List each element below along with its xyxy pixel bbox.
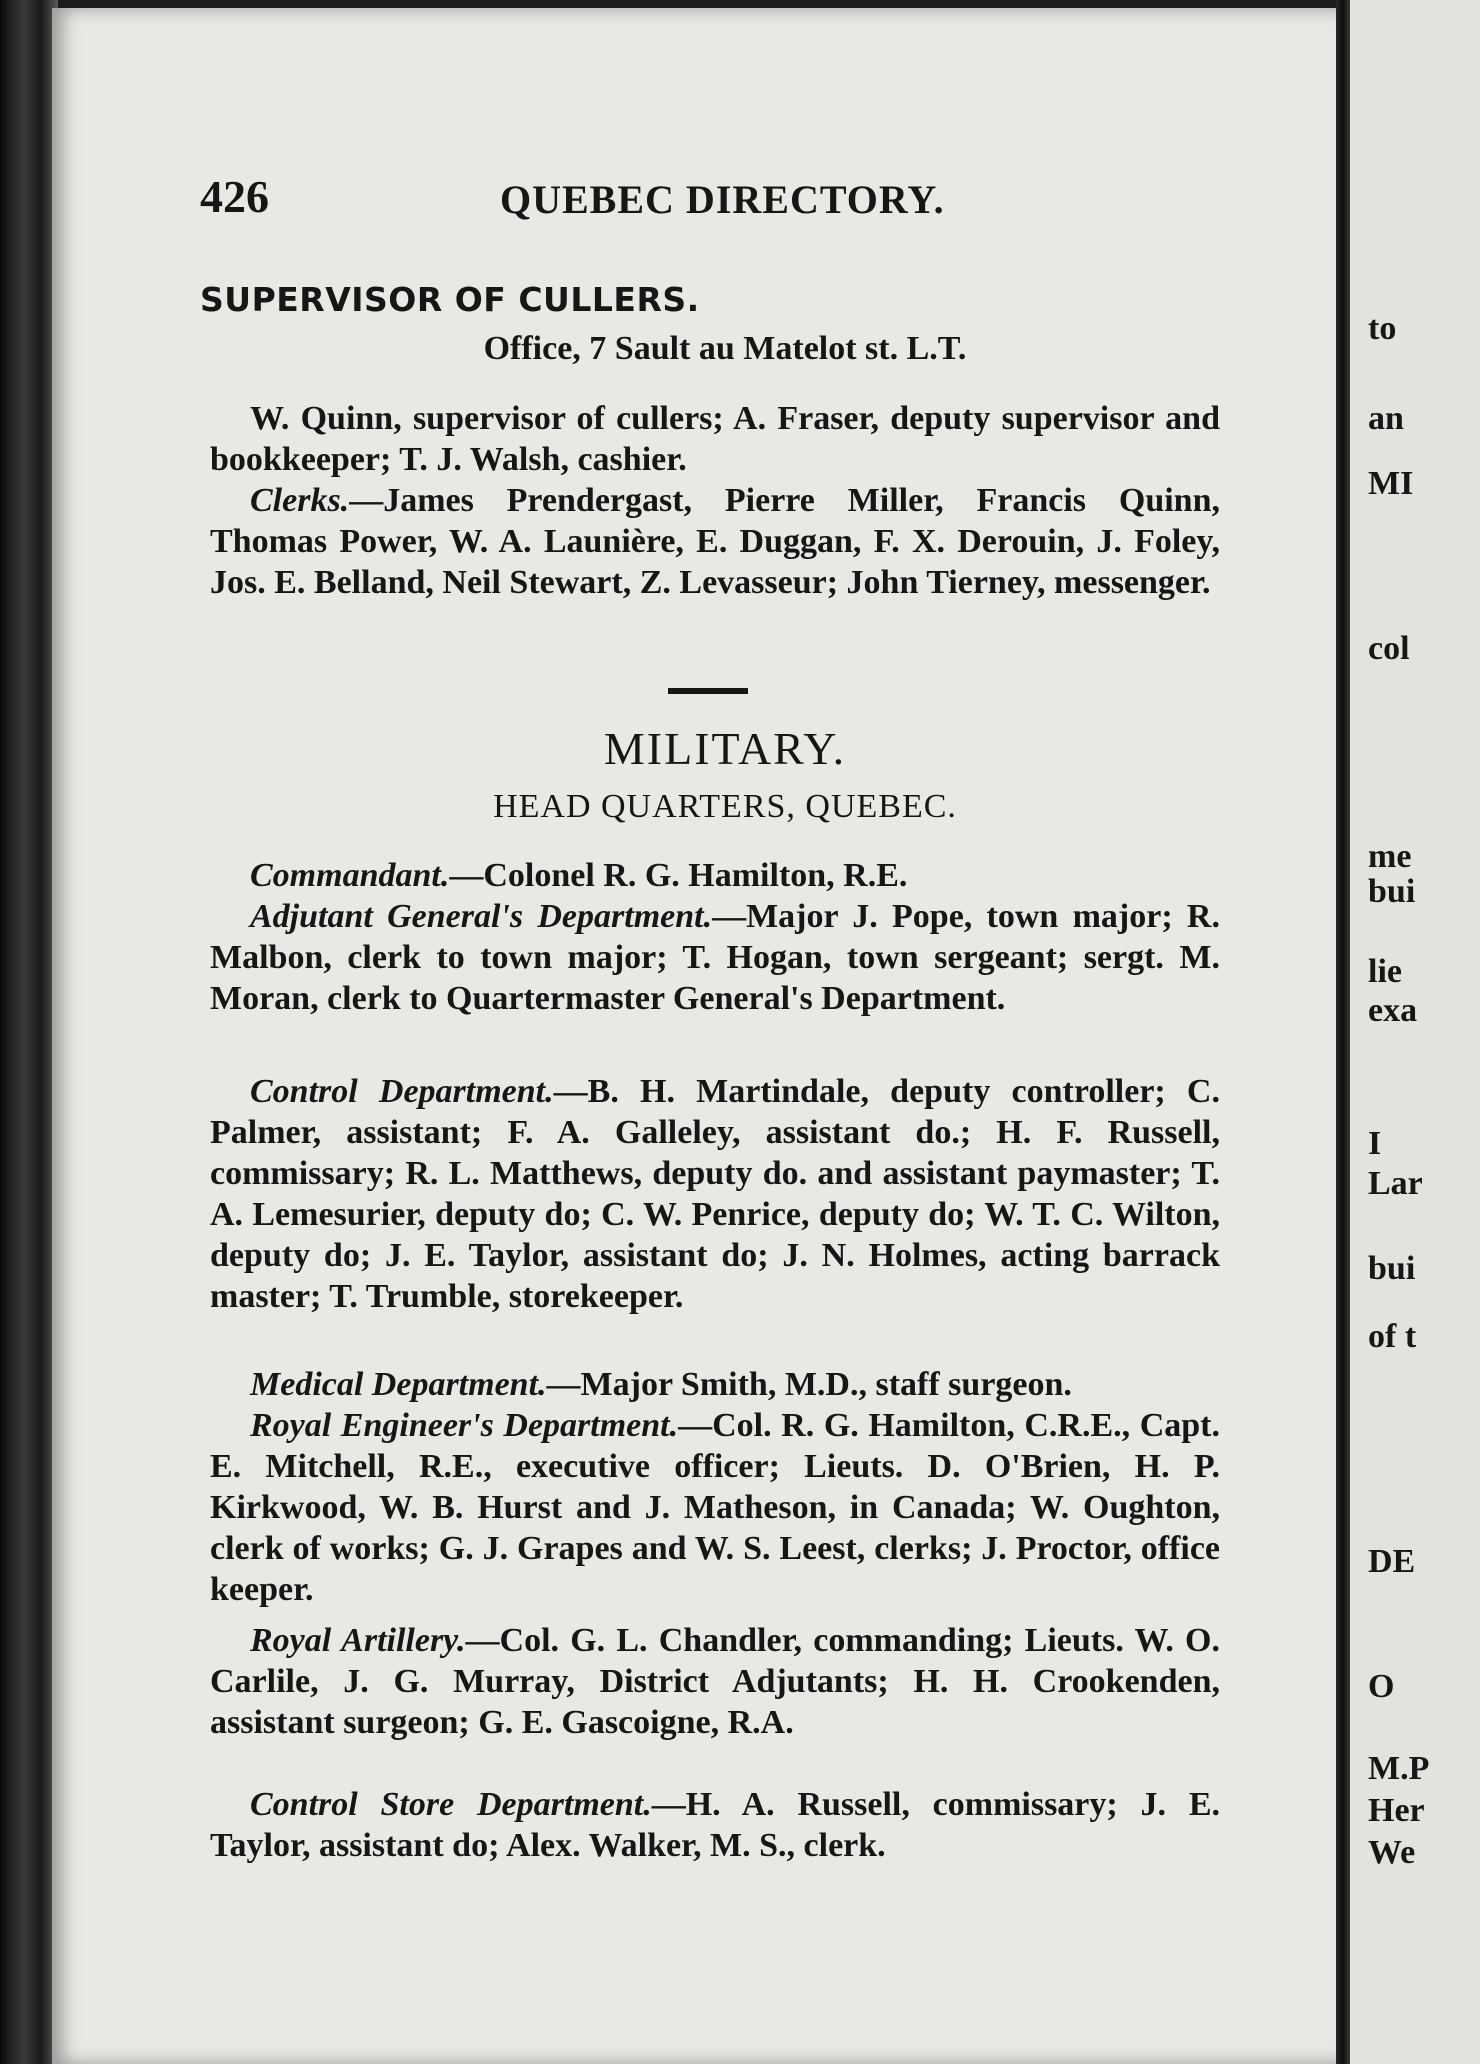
adjacent-page-fragment: Her — [1368, 1792, 1425, 1829]
military-entry — [210, 1364, 1220, 1405]
entry-label: Clerks. — [250, 482, 350, 519]
adjacent-page-fragment: to — [1368, 310, 1397, 347]
adjacent-page-fragment: an — [1368, 400, 1404, 437]
military-entry — [210, 896, 1220, 1019]
military-subtitle: HEAD QUARTERS, QUEBEC. — [493, 788, 957, 825]
entry-label: Adjutant General's Department. — [250, 898, 713, 935]
adjacent-page-fragment: bui — [1368, 1250, 1416, 1287]
adjacent-page-fragment: MI — [1368, 465, 1414, 502]
adjacent-page-fragment: M.P — [1368, 1750, 1430, 1787]
military-entry — [210, 1784, 1220, 1866]
entry-label: Control Store Department. — [250, 1786, 652, 1823]
entry-text: —Major J. Pope, town major; R. Malbon, clerk to town major; T. Hogan, town sergeant; sergt. M. Moran, clerk to Quartermaster General's Department. — [210, 898, 1220, 1017]
entry-text: —Major Smith, M.D., staff surgeon. — [546, 1366, 1072, 1403]
adjacent-page-fragment: We — [1368, 1834, 1416, 1871]
entry-label: Commandant. — [250, 857, 450, 894]
adjacent-page-fragment: Lar — [1368, 1165, 1423, 1202]
section-title-military: MILITARY. — [603, 723, 847, 774]
entry-label: Medical Department. — [250, 1366, 547, 1403]
entry-label: Royal Engineer's Department. — [250, 1407, 679, 1444]
adjacent-page-fragment: col — [1368, 630, 1410, 667]
cullers-clerks — [210, 480, 1220, 603]
military-entry — [210, 1071, 1220, 1317]
adjacent-page-fragment: bui — [1368, 873, 1416, 910]
entry-text: —B. H. Martindale, deputy controller; C. Palmer, assistant; F. A. Galleley, assistant do.; H. F. Russell, commissary; R. L. Matthews, deputy do. and assistant paymaster; T. A. Lemesurier, deputy do; C. W. Penrice, deputy do; W. T. C. Wilton, deputy do; J. E. Taylor, assistant do; J. N. Holmes, acting barrack master; T. Trumble, storekeeper. — [210, 1073, 1220, 1315]
book-spine — [0, 0, 58, 2064]
military-entry — [210, 1620, 1220, 1743]
adjacent-page-fragment: lie — [1368, 953, 1402, 990]
adjacent-page-fragment: exa — [1368, 992, 1418, 1029]
adjacent-page-fragment: me — [1368, 838, 1412, 875]
entry-text: —Colonel R. G. Hamilton, R.E. — [449, 857, 908, 894]
entry-text: —James Prendergast, Pierre Miller, Francis Quinn, Thomas Power, W. A. Launière, E. Duggan, F. X. Derouin, J. Foley, Jos. E. Belland, Neil Stewart, Z. Levasseur; John Tierney, messenger. — [210, 482, 1220, 601]
page-number: 426 — [200, 171, 269, 222]
page-gutter — [1336, 0, 1350, 2064]
running-title: QUEBEC DIRECTORY. — [500, 177, 945, 222]
adjacent-page-fragment: of t — [1368, 1318, 1417, 1355]
adjacent-page-fragment: O — [1368, 1668, 1395, 1705]
entry-text: —H. A. Russell, commissary; J. E. Taylor, assistant do; Alex. Walker, M. S., clerk. — [210, 1786, 1220, 1864]
section-title-cullers: SUPERVISOR OF CULLERS. — [200, 280, 700, 319]
cullers-office-address: Office, 7 Sault au Matelot st. L.T. — [483, 330, 967, 367]
entry-label: Royal Artillery. — [250, 1622, 466, 1659]
entry-label: Control Department. — [250, 1073, 554, 1110]
adjacent-page-edge — [1350, 0, 1480, 2064]
adjacent-page-fragment: I — [1368, 1125, 1382, 1162]
entry-text: —Col. G. L. Chandler, commanding; Lieuts. W. O. Carlile, J. G. Murray, District Adjutants; H. H. Crookenden, assistant surgeon; G. E. Gascoigne, R.A. — [210, 1622, 1220, 1741]
page-header — [200, 170, 1240, 230]
section-divider — [668, 688, 748, 694]
military-entry — [210, 855, 1220, 896]
cullers-staff: W. Quinn, supervisor of cullers; A. Fraser, deputy supervisor and bookkeeper; T. J. Walsh, cashier. — [210, 400, 1220, 478]
adjacent-page-fragment: DE — [1368, 1543, 1416, 1580]
entry-text: —Col. R. G. Hamilton, C.R.E., Capt. E. Mitchell, R.E., executive officer; Lieuts. D. O'Brien, H. P. Kirkwood, W. B. Hurst and J. Matheson, in Canada; W. Oughton, clerk of works; G. J. Grapes and W. S. Leest, clerks; J. Proctor, office keeper. — [210, 1407, 1220, 1608]
military-entry — [210, 1405, 1220, 1610]
